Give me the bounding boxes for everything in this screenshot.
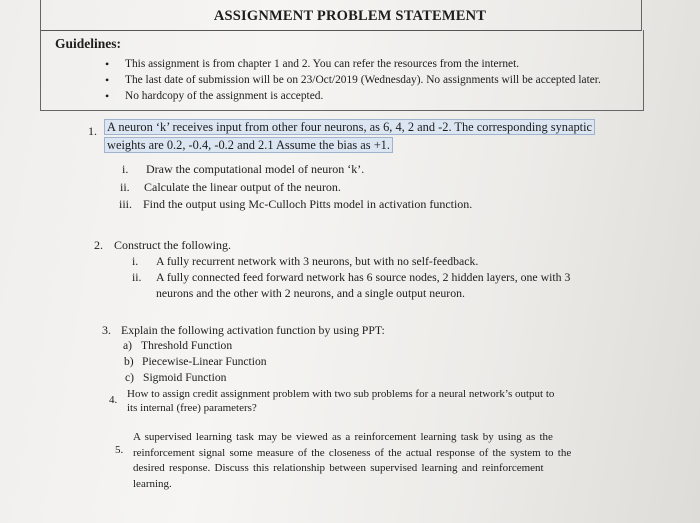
highlighted-text: A neuron ‘k’ receives input from other four neurons, as 6, 4, 2 and -2. The corresponding synaptic	[104, 119, 595, 135]
sub-question: a) Threshold Function	[123, 339, 233, 352]
question-number: 3.	[102, 323, 111, 337]
sub-question: ii. Calculate the linear output of the neuron.	[120, 180, 341, 194]
sub-question: iii. Find the output using Mc-Culloch Pitts model in activation function.	[119, 197, 473, 211]
sub-question: neurons and the other with 2 neurons, and a single output neuron.	[156, 286, 465, 300]
guideline-item: • No hardcopy of the assignment is accepted.	[105, 89, 324, 103]
question-text	[104, 118, 595, 154]
question-number: 4.	[109, 394, 118, 406]
question-number: 1.	[88, 124, 97, 138]
guidelines-list	[105, 56, 601, 104]
sub-question: c) Sigmoid Function	[125, 371, 227, 384]
guideline-item: • This assignment is from chapter 1 and 2. You can refer the resources from the internet.	[105, 57, 520, 71]
question-text: A supervised learning task may be viewed as a reinforcement learning task by using as the reinforcement signal some measure of the closeness of the actual response of the system to the desired response. Discuss this relationship between supervised learning and reinforcement learning.	[133, 431, 572, 490]
page-title: ASSIGNMENT PROBLEM STATEMENT	[213, 8, 487, 24]
guideline-item: • The last date of submission will be on 23/Oct/2019 (Wednesday). No assignments will be accepted later.	[105, 73, 601, 87]
bullet-icon: •	[105, 73, 110, 87]
question-number: 5.	[115, 444, 124, 456]
guidelines-heading: Guidelines:	[55, 36, 122, 51]
sub-question: i. Draw the computational model of neuron ‘k’.	[122, 162, 365, 176]
sub-question: i. A fully recurrent network with 3 neurons, but with no self-feedback.	[132, 254, 479, 268]
bullet-icon: •	[105, 89, 110, 103]
sub-question: b) Piecewise-Linear Function	[124, 355, 267, 368]
bullet-icon: •	[105, 57, 110, 71]
sub-question: ii. A fully connected feed forward network has 6 source nodes, 2 hidden layers, one with 3	[132, 270, 571, 284]
question-text: How to assign credit assignment problem with two sub problems for a neural network’s output to its internal (free) parameters?	[127, 388, 555, 414]
highlighted-text: weights are 0.2, -0.4, -0.2 and 2.1 Assume the bias as +1.	[104, 137, 393, 153]
question-number: 2.	[94, 238, 103, 252]
question-text: Explain the following activation function by using PPT:	[121, 323, 385, 337]
question-text: Construct the following.	[114, 238, 231, 252]
